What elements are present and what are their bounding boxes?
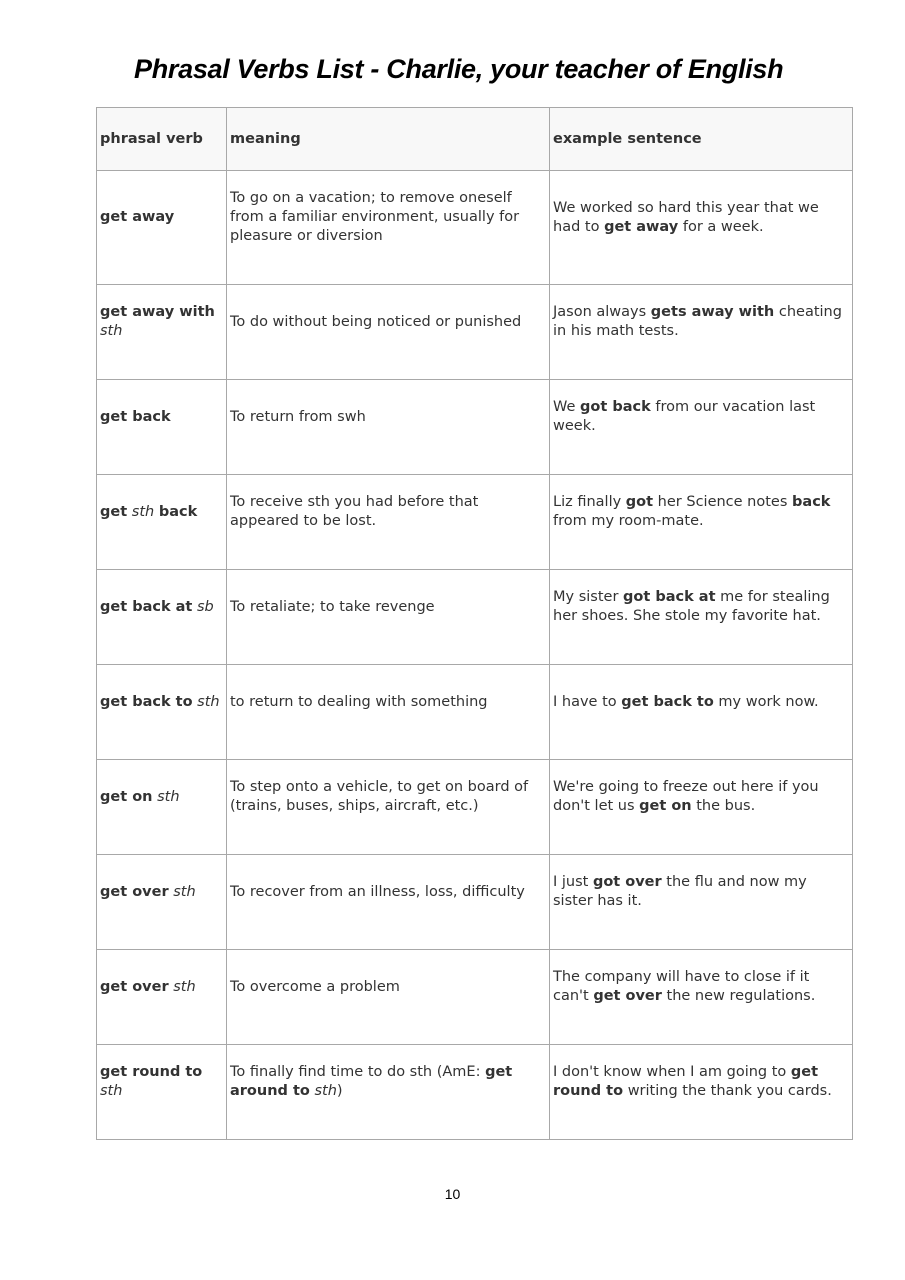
meaning-cell-text xyxy=(230,883,546,902)
phrasal-verb-cell xyxy=(97,760,227,855)
text-segment: To finally find time to do sth (AmE: xyxy=(230,1064,486,1080)
meaning-cell xyxy=(227,171,550,285)
phrasal-verb-cell-text xyxy=(100,503,223,522)
text-segment: sth xyxy=(100,323,123,339)
text-segment: To overcome a problem xyxy=(230,978,400,995)
text-segment: I just xyxy=(553,874,593,890)
phrasal-verb-cell xyxy=(97,950,227,1045)
example-sentence-cell-text xyxy=(553,968,849,1006)
text-segment: back xyxy=(158,503,198,520)
text-segment: got back xyxy=(580,399,651,415)
text-segment: sth xyxy=(131,503,155,520)
text-segment: get away xyxy=(100,209,175,225)
text-segment: the flu and now my sister has it. xyxy=(553,874,807,909)
meaning-cell xyxy=(227,380,550,475)
text-segment: sth xyxy=(100,1083,123,1099)
text-segment: sth xyxy=(314,1083,337,1099)
example-sentence-cell-text xyxy=(553,199,849,237)
text-segment: get around to xyxy=(230,1064,513,1099)
page-number: 10 xyxy=(444,1186,461,1202)
phrasal-verb-cell-text xyxy=(100,788,223,807)
example-sentence-cell xyxy=(550,285,853,380)
example-sentence-cell-text xyxy=(553,303,849,341)
meaning-cell-text xyxy=(230,598,546,617)
example-sentence-cell xyxy=(550,760,853,855)
meaning-cell-text xyxy=(230,408,546,427)
example-sentence-cell-text xyxy=(553,778,849,816)
table-row xyxy=(97,1045,853,1140)
table-header-row xyxy=(97,108,853,171)
meaning-cell xyxy=(227,475,550,570)
phrasal-verb-cell xyxy=(97,475,227,570)
text-segment: To retaliate; to take revenge xyxy=(230,598,435,615)
example-sentence-cell-text xyxy=(553,873,849,911)
example-sentence-cell xyxy=(550,950,853,1045)
text-segment: me for stealing her shoes. She stole my favorite hat. xyxy=(553,589,830,624)
text-segment: get on xyxy=(100,788,153,805)
text-segment: got over xyxy=(592,874,662,890)
meaning-cell-text xyxy=(230,693,546,712)
example-sentence-cell xyxy=(550,1045,853,1140)
example-sentence-cell-text xyxy=(553,493,849,531)
text-segment: get round to xyxy=(553,1064,819,1099)
example-sentence-cell xyxy=(550,855,853,950)
meaning-cell xyxy=(227,760,550,855)
text-segment: get over xyxy=(100,978,169,995)
phrasal-verb-cell-text xyxy=(100,693,223,712)
phrasal-verb-cell xyxy=(97,1045,227,1140)
text-segment: To return from swh xyxy=(230,408,366,425)
example-sentence-cell-text xyxy=(553,398,849,436)
meaning-cell-text xyxy=(230,778,546,816)
example-sentence-cell xyxy=(550,570,853,665)
text-segment: sth xyxy=(173,883,196,900)
table-row xyxy=(97,855,853,950)
text-segment: sth xyxy=(173,978,196,995)
meaning-cell xyxy=(227,950,550,1045)
phrasal-verb-cell-text xyxy=(100,208,223,227)
text-segment: I have to xyxy=(553,693,622,710)
phrasal-verb-cell-text xyxy=(100,978,223,997)
text-segment: to return to dealing with something xyxy=(230,693,488,710)
text-segment: get back at xyxy=(100,598,193,615)
table-row xyxy=(97,171,853,285)
phrasal-verb-cell-text xyxy=(100,303,223,341)
page-title: Phrasal Verbs List - Charlie, your teacher of English xyxy=(134,54,784,84)
table-row xyxy=(97,760,853,855)
meaning-cell xyxy=(227,855,550,950)
table-row xyxy=(97,950,853,1045)
table-row xyxy=(97,285,853,380)
text-segment: We worked so hard this year that we had to xyxy=(553,199,819,235)
text-segment: To go on a vacation; to remove oneself from a familiar environment, usually for pleasure or diversion xyxy=(230,190,520,244)
meaning-cell xyxy=(227,570,550,665)
text-segment: got xyxy=(625,494,654,510)
phrasal-verb-cell xyxy=(97,380,227,475)
phrasal-verb-cell xyxy=(97,285,227,380)
text-segment: get over xyxy=(593,988,662,1004)
text-segment: get back to xyxy=(100,693,193,710)
header-phrasal-verb: phrasal verb xyxy=(97,108,227,171)
text-segment: back xyxy=(792,494,831,510)
example-sentence-cell xyxy=(550,665,853,760)
text-segment: Jason always xyxy=(553,304,651,320)
meaning-cell-text xyxy=(230,189,546,246)
text-segment: the bus. xyxy=(691,798,756,814)
text-segment: get away with xyxy=(100,304,215,320)
text-segment: from our vacation last week. xyxy=(553,399,816,434)
text-segment: get xyxy=(100,503,128,520)
text-segment: my work now. xyxy=(713,693,819,710)
text-segment: sth xyxy=(197,693,220,710)
example-sentence-cell-text xyxy=(553,693,849,712)
phrasal-verb-cell xyxy=(97,855,227,950)
text-segment: got back at xyxy=(623,589,716,605)
meaning-cell-text xyxy=(230,1063,546,1101)
text-segment: Liz finally xyxy=(553,494,626,510)
meaning-cell xyxy=(227,285,550,380)
example-sentence-cell-text xyxy=(553,1063,849,1101)
text-segment: writing the thank you cards. xyxy=(623,1083,832,1099)
text-segment: her Science notes xyxy=(653,494,793,510)
phrasal-verb-cell-text xyxy=(100,1063,223,1101)
text-segment: the new regulations. xyxy=(661,988,816,1004)
header-meaning: meaning xyxy=(227,108,550,171)
text-segment: I don't know when I am going to xyxy=(553,1064,791,1080)
text-segment: gets away with xyxy=(650,304,775,320)
phrasal-verb-cell xyxy=(97,171,227,285)
phrasal-verb-cell-text xyxy=(100,408,223,427)
text-segment: We xyxy=(553,399,581,415)
text-segment: get round to xyxy=(100,1064,203,1080)
meaning-cell-text xyxy=(230,493,546,531)
example-sentence-cell-text xyxy=(553,588,849,626)
example-sentence-cell xyxy=(550,171,853,285)
text-segment: from my room-mate. xyxy=(553,513,704,529)
meaning-cell xyxy=(227,665,550,760)
text-segment: To recover from an illness, loss, difficulty xyxy=(230,883,525,900)
example-sentence-cell xyxy=(550,380,853,475)
phrasal-verb-cell xyxy=(97,665,227,760)
phrasal-verbs-table xyxy=(96,107,853,1140)
header-example-sentence: example sentence xyxy=(550,108,853,171)
meaning-cell-text xyxy=(230,978,546,997)
text-segment: sth xyxy=(157,788,180,805)
text-segment: ) xyxy=(336,1083,343,1099)
table-body xyxy=(97,171,853,1140)
text-segment: To step onto a vehicle, to get on board of (trains, buses, ships, aircraft, etc.) xyxy=(230,779,529,814)
phrasal-verb-cell xyxy=(97,570,227,665)
text-segment: We're going to freeze out here if you don't let us xyxy=(553,779,819,814)
text-segment: To receive sth you had before that appeared to be lost. xyxy=(230,494,479,529)
text-segment: sb xyxy=(196,598,214,615)
text-segment: The company will have to close if it can't xyxy=(553,969,810,1004)
table-row xyxy=(97,665,853,760)
phrasal-verb-cell-text xyxy=(100,598,223,617)
text-segment: My sister xyxy=(553,589,624,605)
text-segment: for a week. xyxy=(678,218,764,235)
text-segment: get over xyxy=(100,883,169,900)
phrasal-verb-cell-text xyxy=(100,883,223,902)
table-row xyxy=(97,570,853,665)
text-segment: get back xyxy=(100,408,171,425)
table-row xyxy=(97,380,853,475)
text-segment: To do without being noticed or punished xyxy=(230,313,522,330)
meaning-cell-text xyxy=(230,313,546,332)
text-segment: get back to xyxy=(621,693,714,710)
table-row xyxy=(97,475,853,570)
text-segment: get on xyxy=(639,798,692,814)
text-segment: cheating in his math tests. xyxy=(553,304,842,339)
example-sentence-cell xyxy=(550,475,853,570)
meaning-cell xyxy=(227,1045,550,1140)
text-segment: get away xyxy=(604,218,679,235)
